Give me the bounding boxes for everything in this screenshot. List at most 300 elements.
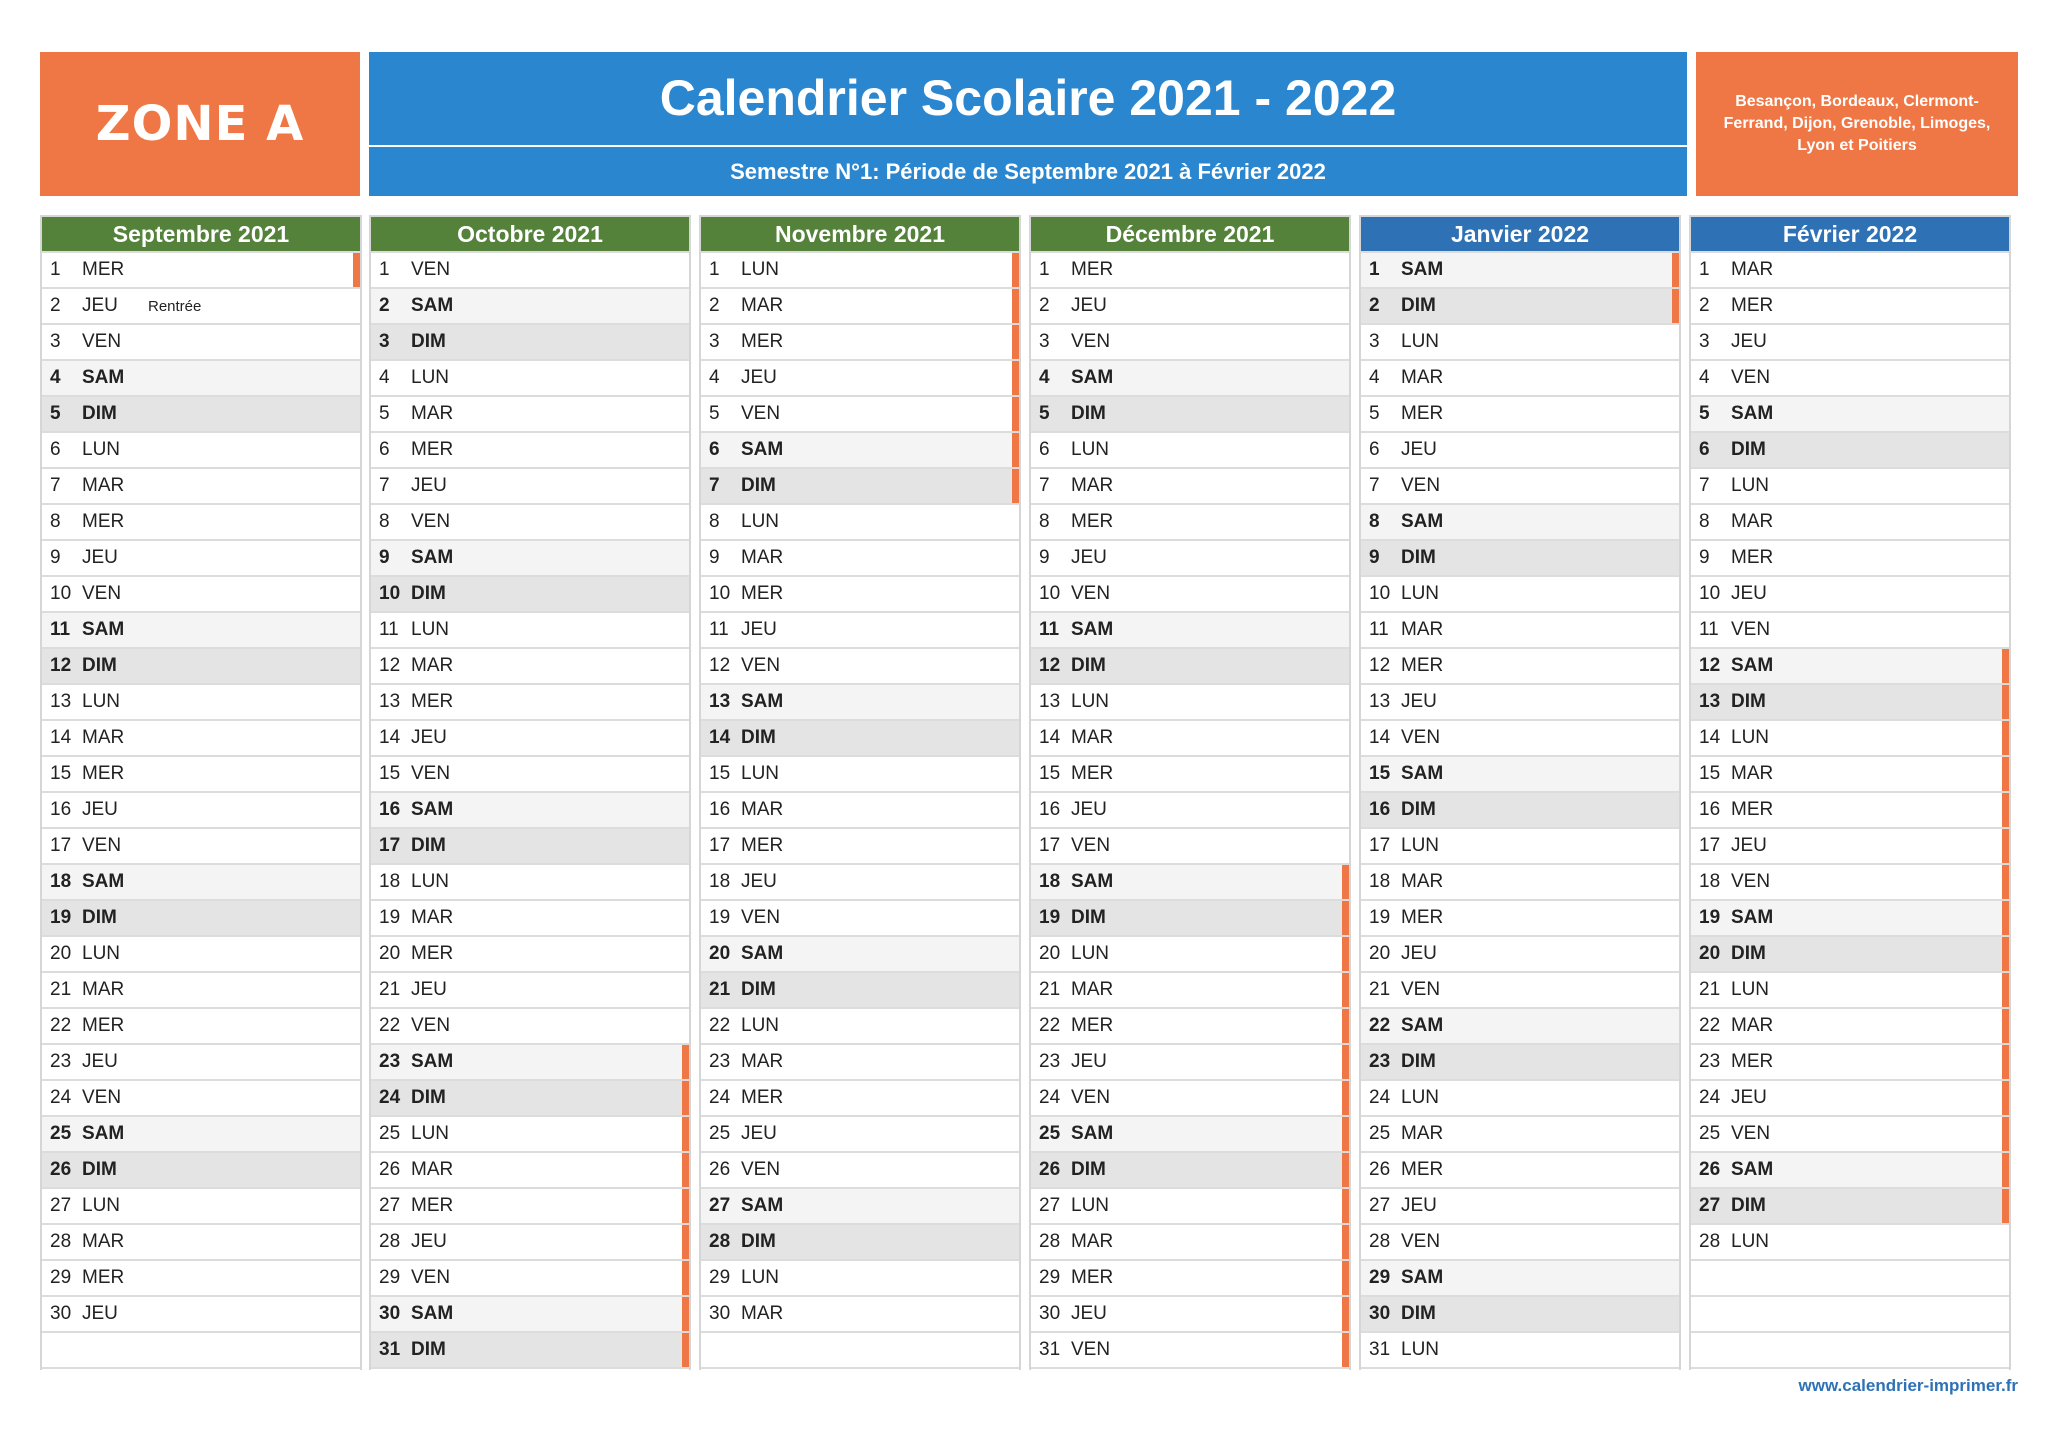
- day-number: 15: [1039, 763, 1061, 784]
- weekday-label: JEU: [82, 799, 118, 820]
- day-number: 11: [1699, 619, 1719, 640]
- month-column: [699, 215, 1021, 1370]
- day-number: 5: [1699, 403, 1710, 424]
- day-row: [1691, 791, 2009, 827]
- vacation-marker: [1342, 901, 1349, 935]
- day-row: [42, 863, 360, 899]
- vacation-marker: [682, 1333, 689, 1367]
- day-number: 2: [1699, 295, 1710, 316]
- day-row: [42, 1259, 360, 1295]
- weekday-label: MER: [1731, 799, 1774, 820]
- day-number: 2: [1369, 295, 1380, 316]
- day-row: [1031, 1295, 1349, 1331]
- weekday-label: MER: [741, 331, 784, 352]
- day-row: [1031, 1043, 1349, 1079]
- day-row: [42, 503, 360, 539]
- day-number: 6: [1699, 439, 1710, 460]
- weekday-label: MER: [1401, 907, 1444, 928]
- month-column: [1029, 215, 1351, 1370]
- day-number: 28: [1039, 1231, 1061, 1252]
- day-row: [371, 1079, 689, 1115]
- weekday-label: SAM: [411, 1051, 454, 1072]
- day-number: 5: [1369, 403, 1380, 424]
- day-row: [42, 647, 360, 683]
- weekday-label: JEU: [82, 295, 118, 316]
- day-row: [1031, 1115, 1349, 1151]
- day-row: [1691, 467, 2009, 503]
- day-number: 14: [379, 727, 401, 748]
- day-number: 1: [1369, 259, 1380, 280]
- day-row: [1031, 395, 1349, 431]
- day-number: 8: [379, 511, 390, 532]
- day-number: 1: [379, 259, 390, 280]
- day-number: 18: [1039, 871, 1061, 892]
- weekday-label: MAR: [741, 1303, 784, 1324]
- day-row: [371, 899, 689, 935]
- footer-link[interactable]: www.calendrier-imprimer.fr: [1798, 1376, 2018, 1395]
- vacation-marker: [682, 1261, 689, 1295]
- day-row: [371, 1259, 689, 1295]
- vacation-marker: [1342, 1045, 1349, 1079]
- weekday-label: MAR: [1401, 367, 1444, 388]
- day-row: [701, 863, 1019, 899]
- weekday-label: LUN: [1401, 583, 1440, 604]
- day-number: 20: [1039, 943, 1061, 964]
- day-number: 6: [50, 439, 61, 460]
- weekday-label: SAM: [1401, 1267, 1444, 1288]
- day-number: 31: [1039, 1339, 1061, 1360]
- day-row: [1691, 863, 2009, 899]
- day-row: [371, 791, 689, 827]
- vacation-marker: [2002, 1117, 2009, 1151]
- day-number: 12: [50, 655, 72, 676]
- weekday-label: LUN: [741, 259, 780, 280]
- vacation-marker: [2002, 793, 2009, 827]
- weekday-label: SAM: [741, 439, 784, 460]
- day-list: [1031, 251, 1349, 1403]
- weekday-label: SAM: [411, 295, 454, 316]
- day-row: [1361, 1151, 1679, 1187]
- day-number: 27: [1699, 1195, 1721, 1216]
- weekday-label: MAR: [741, 547, 784, 568]
- day-row: [371, 287, 689, 323]
- day-number: 15: [1369, 763, 1391, 784]
- weekday-label: VEN: [1731, 367, 1771, 388]
- day-number: 3: [379, 331, 390, 352]
- day-row: [1691, 539, 2009, 575]
- day-row: [1031, 863, 1349, 899]
- day-number: 27: [1369, 1195, 1391, 1216]
- day-row: [1361, 683, 1679, 719]
- weekday-label: DIM: [1071, 655, 1106, 676]
- month-column: [369, 215, 691, 1370]
- weekday-label: VEN: [82, 1087, 122, 1108]
- day-row: [701, 1007, 1019, 1043]
- weekday-label: JEU: [1401, 1195, 1437, 1216]
- day-row: [1361, 287, 1679, 323]
- day-row: [1031, 755, 1349, 791]
- weekday-label: MAR: [1731, 1015, 1774, 1036]
- day-row: [1031, 287, 1349, 323]
- day-number: 19: [1369, 907, 1391, 928]
- vacation-marker: [1672, 289, 1679, 323]
- day-number: 27: [379, 1195, 401, 1216]
- empty-row: [701, 1331, 1019, 1367]
- day-row: [371, 575, 689, 611]
- day-row: [701, 467, 1019, 503]
- day-row: [1691, 1115, 2009, 1151]
- day-number: 24: [1699, 1087, 1721, 1108]
- weekday-label: JEU: [411, 727, 447, 748]
- weekday-label: LUN: [411, 871, 450, 892]
- day-row: [1361, 539, 1679, 575]
- day-number: 11: [1039, 619, 1060, 640]
- day-number: 21: [379, 979, 401, 1000]
- weekday-label: VEN: [411, 763, 451, 784]
- weekday-label: MAR: [82, 727, 125, 748]
- day-number: 23: [1699, 1051, 1721, 1072]
- day-number: 15: [709, 763, 731, 784]
- day-number: 31: [1369, 1339, 1391, 1360]
- title-banner: [369, 52, 1687, 196]
- empty-row: [701, 1367, 1019, 1403]
- day-number: 5: [379, 403, 390, 424]
- day-number: 29: [50, 1267, 72, 1288]
- weekday-label: DIM: [82, 403, 117, 424]
- day-row: [371, 467, 689, 503]
- day-number: 26: [1039, 1159, 1061, 1180]
- day-row: [371, 755, 689, 791]
- weekday-label: JEU: [82, 1303, 118, 1324]
- day-row: [1691, 755, 2009, 791]
- weekday-label: LUN: [1731, 1231, 1770, 1252]
- day-number: 4: [379, 367, 390, 388]
- day-row: [701, 539, 1019, 575]
- day-row: [701, 1223, 1019, 1259]
- weekday-label: SAM: [1401, 511, 1444, 532]
- month-header: Janvier 2022: [1361, 217, 1679, 251]
- weekday-label: MER: [1401, 1159, 1444, 1180]
- weekday-label: DIM: [1071, 907, 1106, 928]
- weekday-label: JEU: [741, 619, 777, 640]
- day-number: 23: [50, 1051, 72, 1072]
- empty-row: [42, 1367, 360, 1403]
- weekday-label: LUN: [1071, 439, 1110, 460]
- weekday-label: MAR: [82, 475, 125, 496]
- vacation-marker: [682, 1153, 689, 1187]
- day-row: [1361, 1043, 1679, 1079]
- weekday-label: SAM: [82, 367, 125, 388]
- day-row: [1031, 899, 1349, 935]
- vacation-marker: [1342, 1117, 1349, 1151]
- weekday-label: VEN: [741, 655, 781, 676]
- weekday-label: DIM: [411, 583, 446, 604]
- weekday-label: VEN: [1401, 727, 1441, 748]
- day-row: [1691, 395, 2009, 431]
- day-number: 9: [1699, 547, 1710, 568]
- day-row: [42, 971, 360, 1007]
- day-row: [42, 1007, 360, 1043]
- weekday-label: MER: [1401, 655, 1444, 676]
- weekday-label: LUN: [1401, 331, 1440, 352]
- day-number: 3: [1039, 331, 1050, 352]
- weekday-label: MER: [82, 1267, 125, 1288]
- vacation-marker: [1012, 289, 1019, 323]
- weekday-label: MAR: [1401, 1123, 1444, 1144]
- day-row: [1691, 251, 2009, 287]
- day-row: [1691, 359, 2009, 395]
- day-row: [42, 827, 360, 863]
- day-number: 2: [379, 295, 390, 316]
- day-number: 16: [1039, 799, 1061, 820]
- day-row: [42, 719, 360, 755]
- page-subtitle: Semestre N°1: Période de Septembre 2021 à Février 2022: [730, 159, 1326, 184]
- weekday-label: LUN: [1071, 943, 1110, 964]
- month-column: [1689, 215, 2011, 1370]
- weekday-label: VEN: [1731, 871, 1771, 892]
- day-row: [701, 971, 1019, 1007]
- day-number: 25: [1039, 1123, 1061, 1144]
- day-row: [701, 899, 1019, 935]
- weekday-label: LUN: [1071, 691, 1110, 712]
- day-number: 25: [50, 1123, 72, 1144]
- day-row: [1691, 1223, 2009, 1259]
- day-row: [42, 287, 360, 323]
- day-row: [1361, 467, 1679, 503]
- day-number: 12: [379, 655, 401, 676]
- day-row: [1361, 503, 1679, 539]
- vacation-marker: [1342, 1189, 1349, 1223]
- day-row: [1691, 683, 2009, 719]
- day-list: [1361, 251, 1679, 1403]
- weekday-label: MER: [411, 1195, 454, 1216]
- day-number: 17: [379, 835, 401, 856]
- day-row: [1031, 971, 1349, 1007]
- day-row: [371, 935, 689, 971]
- day-row: [701, 395, 1019, 431]
- day-number: 13: [1699, 691, 1721, 712]
- weekday-label: JEU: [741, 871, 777, 892]
- vacation-marker: [1342, 1333, 1349, 1367]
- day-row: [42, 791, 360, 827]
- day-row: [42, 575, 360, 611]
- day-row: [42, 1151, 360, 1187]
- day-row: [701, 935, 1019, 971]
- day-number: 12: [1369, 655, 1391, 676]
- day-number: 7: [709, 475, 720, 496]
- weekday-label: MER: [411, 691, 454, 712]
- vacation-marker: [1012, 397, 1019, 431]
- empty-row: [1691, 1295, 2009, 1331]
- day-row: [1691, 575, 2009, 611]
- day-number: 30: [379, 1303, 401, 1324]
- weekday-label: MER: [82, 763, 125, 784]
- vacation-marker: [682, 1045, 689, 1079]
- weekday-label: MER: [82, 511, 125, 532]
- month-header: Février 2022: [1691, 217, 2009, 251]
- day-row: [1691, 719, 2009, 755]
- vacation-marker: [1012, 361, 1019, 395]
- day-number: 29: [709, 1267, 731, 1288]
- weekday-label: VEN: [82, 583, 122, 604]
- weekday-label: VEN: [741, 907, 781, 928]
- day-number: 5: [1039, 403, 1050, 424]
- weekday-label: DIM: [741, 475, 776, 496]
- day-number: 17: [1369, 835, 1391, 856]
- day-number: 9: [1039, 547, 1050, 568]
- day-number: 23: [709, 1051, 731, 1072]
- day-row: [1361, 827, 1679, 863]
- day-number: 3: [1699, 331, 1710, 352]
- weekday-label: LUN: [741, 1015, 780, 1036]
- day-number: 22: [50, 1015, 72, 1036]
- day-number: 19: [1039, 907, 1061, 928]
- day-row: [42, 395, 360, 431]
- weekday-label: MER: [1071, 1015, 1114, 1036]
- vacation-marker: [2002, 721, 2009, 755]
- day-number: 30: [709, 1303, 731, 1324]
- day-row: [1691, 935, 2009, 971]
- day-row: [371, 1187, 689, 1223]
- day-row: [1361, 611, 1679, 647]
- empty-row: [1691, 1259, 2009, 1295]
- weekday-label: JEU: [741, 1123, 777, 1144]
- vacation-marker: [2002, 1045, 2009, 1079]
- day-row: [371, 863, 689, 899]
- day-row: [1031, 467, 1349, 503]
- weekday-label: SAM: [1731, 403, 1774, 424]
- vacation-marker: [353, 253, 360, 287]
- day-row: [1691, 647, 2009, 683]
- day-number: 17: [50, 835, 72, 856]
- weekday-label: SAM: [411, 799, 454, 820]
- day-number: 6: [379, 439, 390, 460]
- weekday-label: MER: [82, 1015, 125, 1036]
- weekday-label: MAR: [1401, 871, 1444, 892]
- vacation-marker: [1342, 937, 1349, 971]
- weekday-label: MAR: [411, 907, 454, 928]
- day-row: [1691, 503, 2009, 539]
- day-number: 15: [50, 763, 72, 784]
- day-number: 6: [1369, 439, 1380, 460]
- day-number: 26: [379, 1159, 401, 1180]
- day-row: [371, 539, 689, 575]
- day-row: [42, 431, 360, 467]
- day-number: 23: [379, 1051, 401, 1072]
- day-row: [1031, 503, 1349, 539]
- day-row: [1691, 431, 2009, 467]
- day-number: 26: [709, 1159, 731, 1180]
- weekday-label: DIM: [741, 1231, 776, 1252]
- day-number: 4: [1369, 367, 1380, 388]
- weekday-label: JEU: [82, 1051, 118, 1072]
- day-number: 5: [709, 403, 720, 424]
- weekday-label: LUN: [82, 943, 121, 964]
- day-row: [1031, 1079, 1349, 1115]
- weekday-label: DIM: [1731, 1195, 1766, 1216]
- weekday-label: JEU: [1071, 295, 1107, 316]
- day-number: 7: [50, 475, 61, 496]
- day-row: [42, 539, 360, 575]
- empty-row: [1691, 1331, 2009, 1367]
- vacation-marker: [1012, 325, 1019, 359]
- day-number: 29: [1039, 1267, 1061, 1288]
- day-row: [701, 1151, 1019, 1187]
- day-row: [371, 611, 689, 647]
- day-row: [1691, 1043, 2009, 1079]
- day-row: [701, 683, 1019, 719]
- day-number: 22: [1699, 1015, 1721, 1036]
- day-number: 20: [50, 943, 72, 964]
- day-row: [701, 503, 1019, 539]
- day-number: 22: [709, 1015, 731, 1036]
- day-row: [701, 431, 1019, 467]
- weekday-label: SAM: [411, 1303, 454, 1324]
- day-row: [371, 359, 689, 395]
- weekday-label: MER: [741, 835, 784, 856]
- weekday-label: JEU: [1401, 943, 1437, 964]
- day-number: 3: [709, 331, 720, 352]
- day-row: [1691, 1151, 2009, 1187]
- vacation-marker: [1342, 865, 1349, 899]
- vacation-marker: [1012, 433, 1019, 467]
- day-number: 13: [709, 691, 731, 712]
- day-row: [1361, 1115, 1679, 1151]
- day-number: 16: [709, 799, 731, 820]
- vacation-marker: [1342, 1009, 1349, 1043]
- day-row: [1691, 611, 2009, 647]
- weekday-label: SAM: [82, 871, 125, 892]
- weekday-label: DIM: [82, 1159, 117, 1180]
- weekday-label: DIM: [82, 907, 117, 928]
- weekday-label: LUN: [82, 1195, 121, 1216]
- weekday-label: LUN: [411, 1123, 450, 1144]
- weekday-label: SAM: [1071, 367, 1114, 388]
- weekday-label: SAM: [1071, 619, 1114, 640]
- day-row: [701, 611, 1019, 647]
- day-row: [42, 1295, 360, 1331]
- day-row: [1031, 827, 1349, 863]
- vacation-marker: [2002, 1153, 2009, 1187]
- day-number: 8: [1039, 511, 1050, 532]
- weekday-label: DIM: [1401, 547, 1436, 568]
- vacation-marker: [2002, 973, 2009, 1007]
- vacation-marker: [1012, 469, 1019, 503]
- weekday-label: LUN: [1731, 727, 1770, 748]
- weekday-label: SAM: [1731, 907, 1774, 928]
- weekday-label: LUN: [411, 619, 450, 640]
- day-number: 7: [1699, 475, 1710, 496]
- day-number: 4: [709, 367, 720, 388]
- day-row: [701, 1115, 1019, 1151]
- weekday-label: MER: [1071, 511, 1114, 532]
- day-row: [1031, 575, 1349, 611]
- day-number: 22: [1369, 1015, 1391, 1036]
- day-row: [701, 1295, 1019, 1331]
- day-number: 24: [379, 1087, 401, 1108]
- weekday-label: DIM: [1401, 1303, 1436, 1324]
- day-row: [701, 251, 1019, 287]
- cities-list: Besançon, Bordeaux, Clermont-Ferrand, Dijon, Grenoble, Limoges, Lyon et Poitiers: [1696, 52, 2018, 196]
- day-list: [371, 251, 689, 1403]
- day-row: [1361, 251, 1679, 287]
- weekday-label: JEU: [1071, 1303, 1107, 1324]
- vacation-marker: [1342, 1081, 1349, 1115]
- weekday-label: JEU: [1731, 331, 1767, 352]
- empty-row: [1361, 1367, 1679, 1403]
- day-number: 28: [50, 1231, 72, 1252]
- weekday-label: MER: [1731, 295, 1774, 316]
